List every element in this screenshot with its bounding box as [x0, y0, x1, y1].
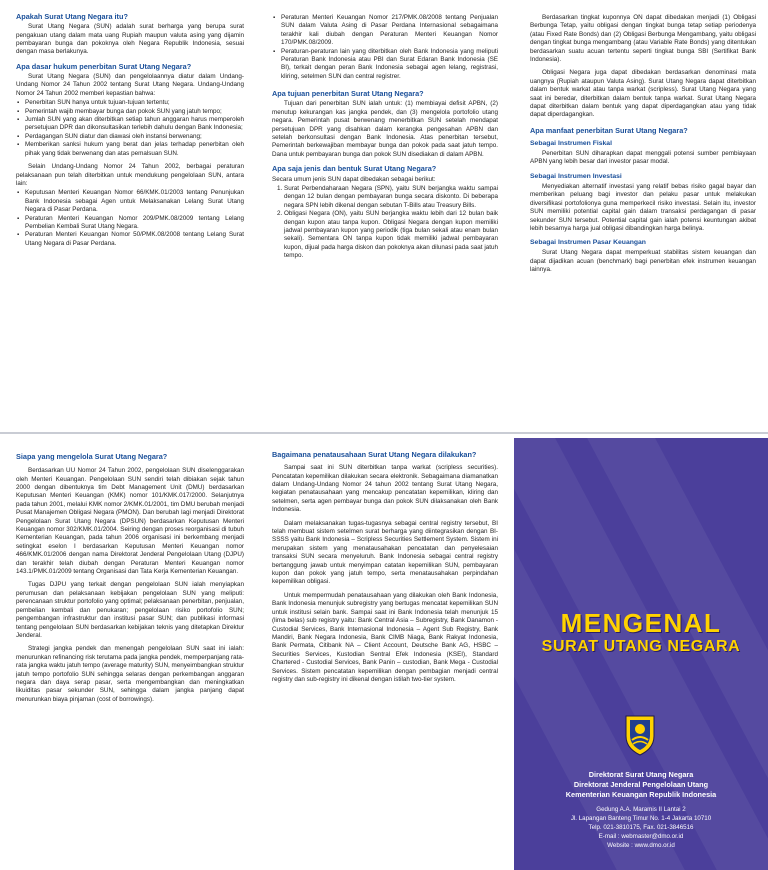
- paragraph: Tujuan dari penerbitan SUN ialah untuk: (1) membiayai defisit APBN, (2) menutup kekurangan kas jangka pendek, dan (3) mengelola portofolio utang negara. Pemerintah pusat berwenang menerbitkan SUN setelah mendapat persetujuan DPR yang disahkan dalam kerangka pengesahan APBN dan setelah berkonsultasi dengan Bank Indonesia. Atas penerbitan tersebut, Pemerintah berkewajiban membayar bunga dan pokok pada saat jatuh tempo. Dana untuk pembayaran bunga dan pokok SUN disediakan di dalam APBN.: [272, 100, 498, 158]
- subheading: Sebagai Instrumen Pasar Keuangan: [530, 239, 646, 247]
- paragraph: Obligasi Negara juga dapat dibedakan berdasarkan denominasi mata uangnya (Rupiah ataupun Valuta Asing). Surat Utang Negara dapat diterbitkan dalam bentuk warkat atau tanpa warkat (scripless). Surat Utang Negara yang saat ini beredar, diterbitkan dalam bentuk tanpa warkat. Surat Utang Negara dapat diterbitkan dalam bentuk yang dapat diperdagangkan atau yang tidak dapat diperdagangkan.: [530, 69, 756, 119]
- paragraph: Untuk mempermudah penatausahaan yang dilakukan oleh Bank Indonesia, Bank Indonesia menunjuk subregistry yang bertugas mencatat kepemilikan SUN untuk institusi selain bank. Sampai saat ini Bank Indonesia telah menunjuk 15 (lima belas) sub registry yaitu: Bank Central Asia – Subregistry, Bank Danamon - Custodial Services, Bank Internasional Indonesia – Agent Sub Registry, Bank Mandiri, Bank Negara Indonesia, Bank CIMB Niaga, Bank Rakyat Indonesia, Bank Permata, Citibank NA – Client Account, Deutsche Bank AG, HSBC – Securities Services, Kustodian Sentral Efek Indonesia (KSEI), Standard Chartered - Custodial Services, Bank Panin – custodian, Bank Mega - Custodial Services. Sistem pencatatan kepemilikan dengan pembagian menjadi central registry dan sub-registry ini dikenal dengan istilah two-tier system.: [272, 591, 498, 683]
- list-item: 2. Obligasi Negara (ON), yaitu SUN berjangka waktu lebih dari 12 bulan baik dengan kupon atau tanpa kupon. Obligasi Negara dengan kupon memiliki jadwal pembayaran kupon yang periodik (tiga bulan sekali atau enam bulan sekali). Sementara ON tanpa kupon tidak memiliki jadwal pembayaran kupon, dijual pada harga diskon dan pokoknya akan dilunasi pada saat jatuh tempo.: [284, 210, 498, 260]
- question-heading: Apa saja jenis dan bentuk Surat Utang Negara?: [272, 164, 437, 174]
- list-item: ▪ Penerbitan SUN hanya untuk tujuan-tujuan tertentu;: [25, 99, 244, 107]
- bullet-list: [16, 99, 244, 158]
- paragraph: Berdasarkan tingkat kuponnya ON dapat dibedakan menjadi (1) Obligasi Berbunga Tetap, yaitu obligasi dengan tingkat bunga tetap setiap periodenya (atau Fixed Rate Bonds) dan (2) Obligasi Berbunga Mengambang, yaitu obligasi dengan tingkat bunga mengambang (atau Variable Rate Bonds) yang ditentukan berdasarkan suatu acuan tertentu seperti tingkat bunga SBI (Sertifikat Bank Indonesia).: [530, 14, 756, 64]
- address-line: Jl. Lapangan Banteng Timur No. 1-4 Jakarta 10710: [570, 815, 712, 822]
- cover-title: MENGENAL: [560, 608, 722, 638]
- panel-bottom-left: [16, 452, 244, 864]
- cover-panel: [514, 438, 768, 870]
- paragraph: Secara umum jenis SUN dapat dibedakan sebagai berikut:: [272, 175, 436, 183]
- ministry-emblem-icon: [622, 714, 658, 756]
- question-heading: Apa manfaat penerbitan Surat Utang Negara?: [530, 125, 688, 135]
- list-item: ▪ Pemerintah wajib membayar bunga dan pokok SUN yang jatuh tempo;: [25, 108, 244, 116]
- subheading: Sebagai Instrumen Fiskal: [530, 140, 612, 148]
- list-item: ▪ Peraturan-peraturan lain yang diterbitkan oleh Bank Indonesia yang meliputi Peraturan Bank Indonesia atau PBI dan Surat Edaran Bank Indonesia (SE BI), terkait dengan peran Bank Indonesia sebagai agen lelang, registrasi, kliring, setelmen SUN dan central registrer.: [281, 48, 498, 82]
- list-item: ▪ Perdagangan SUN diatur dan diawasi oleh instansi berwenang;: [25, 133, 244, 141]
- address-line: Gedung A.A. Maramis II Lantai 2: [596, 806, 686, 813]
- list-item: 1. Surat Perbendaharaan Negara (SPN), yaitu SUN berjangka waktu sampai dengan 12 bulan dengan pembayaran bunga secara diskonto. Di beberapa negara SPN lebih dikenal dengan sebutan T-Bills atau Treasury Bills.: [284, 185, 498, 210]
- question-heading: Apa dasar hukum penerbitan Surat Utang Negara?: [16, 61, 192, 71]
- fold-line: [0, 432, 768, 434]
- organization-name: Kementerian Keuangan Republik Indonesia: [565, 790, 717, 799]
- paragraph: Menyediakan alternatif investasi yang relatif bebas risiko gagal bayar dan memberikan peluang bagi investor dan pelaku pasar untuk melakukan diversifikasi portofolionya guna memperkecil risiko investasi. Selain itu, investor SUN memiliki potential capital gain dalam transaksi perdagangan di pasar sekunder SUN tersebut. Potential capital gain ialah potensi keuntungan akibat lebih besarnya harga jual obligasi dibandingkan harga belinya.: [530, 182, 756, 232]
- paragraph: Dalam melaksanakan tugas-tugasnya sebagai central registry tersebut, BI telah membuat sistem setelmen surat berharga yang diintegrasikan dengan BI-SSSS yaitu Bank Indonesia – Scripless Securities Settlement System. Sistem ini merupakan sistem yang menatausahakan pencatatan dan penyelesaian transaksi SUN secara menyeluruh. Bank Indonesia sebagai central registry bertanggung jawab untuk menyimpan catatan kepemilikan SUN, pembayaran kupon dan pokok yang jatuh tempo, serta menatausahakan perpindahan kepemilikan obligasi.: [272, 519, 498, 586]
- paragraph: Surat Utang Negara (SUN) dan pengelolaannya diatur dalam Undang-Undang Nomor 24 Tahun 2002 tentang Surat Utang Negara. Undang-Undang Nomor 24 Tahun 2002 memberi kepastian bahwa:: [16, 73, 244, 97]
- organization-name: Direktorat Surat Utang Negara: [588, 770, 694, 779]
- website: Website : www.dmo.or.id: [607, 842, 675, 849]
- question-heading: Apakah Surat Utang Negara itu?: [16, 12, 128, 21]
- type-list: [272, 185, 498, 261]
- paragraph: Berdasarkan UU Nomor 24 Tahun 2002, pengelolaan SUN diselenggarakan oleh Menteri Keuangan. Pengelolaan SUN sendiri telah dibiakan sejak tahun 2000 dengan dibentuknya tim Debt Management Unit (DMU) berdasarkan Keputusan Menteri Keuangan (KMK) nomor 101/KMK.017/2000. Selanjutnya pada tahun 2001, melalui KMK nomor 2/KMK.01/2001, tim DMU berubah menjadi Pusat Manajemen Obligasi Negara (PMON). Dan berubah lagi menjadi Direktorat Pengelolaan Surat Utang Negara (DPSUN) berdasarkan Keputusan Menteri Keuangan nomor 302/KMK.01/2004. Seiring dengan proses reorganisasi di tubuh Kementerian Keuangan, pada tahun 2006 organisasi ini berkembang menjadi setingkat eselon I berdasarkan Keputusan Menteri Keuangan nomor 466/KMK.01/2006 dengan nama Direktorat Jenderal Pengelolaan Utang (DJPU) dan terakhir telah diubah dengan Peraturan Menteri Keuangan nomor 143.1/PMK.01/2009 tentang Organisasi dan Tata Kerja Kementerian Keuangan.: [16, 467, 244, 576]
- list-item: ▪ Jumlah SUN yang akan diterbitkan setiap tahun anggaran harus memperoleh persetujuan DPR dan dikonsultasikan terlebih dahulu dengan Bank Indonesia;: [25, 116, 244, 133]
- paragraph: Selain Undang-Undang Nomor 24 Tahun 2002, berbagai peraturan pelaksanaan pun telah diterbitkan untuk mendukung pengelolaan SUN, antara lain:: [16, 163, 244, 187]
- panel-top-right: [530, 14, 756, 424]
- paragraph: Strategi jangka pendek dan menengah pengelolaan SUN saat ini ialah: menurunkan refinancing risk terutama pada jangka pendek, memperpanjang rata-rata jangka waktu jatuh tempo (average maturity) SUN, menyeimbangkan struktur jatuh tempo portofolio SUN sehingga selaras dengan perkembangan anggaran negara dan daya serap pasar, serta mengembangkan dan meningkatkan likuiditas pasar sekunder SUN, sehingga dalam jangka panjang dapat menurunkan biaya pinjaman (cost of borrowings).: [16, 645, 244, 703]
- regulation-list: [16, 189, 244, 248]
- list-item: ▪ Peraturan Menteri Keuangan Nomor 217/PMK.08/2008 tentang Penjualan SUN dalam Valuta Asing di Pasar Perdana Internasional sebagaimana terakhir kali diubah dengan Peraturan Menteri Keuangan Nomor 170/PMK.08/2009.: [281, 14, 498, 48]
- question-heading: Siapa yang mengelola Surat Utang Negara?: [16, 452, 168, 461]
- list-item: ▪ Keputusan Menteri Keuangan Nomor 66/KMK.01/2003 tentang Penunjukan Bank Indonesia sebagai Agen untuk Melaksanakan Lelang Surat Utang Negara di Pasar Perdana.: [25, 189, 244, 214]
- panel-top-left: [16, 12, 244, 422]
- panel-top-middle: [272, 14, 498, 424]
- panel-bottom-middle: [272, 450, 498, 864]
- question-heading: Apa tujuan penerbitan Surat Utang Negara?: [272, 89, 424, 99]
- paragraph: Surat Utang Negara (SUN) adalah surat berharga yang berupa surat pengakuan utang dalam mata uang Rupiah maupun valuta asing yang dijamin pembayaran bunga dan pokoknya oleh Negara Republik Indonesia, sesuai dengan masa berlakunya.: [16, 23, 244, 56]
- regulation-list: [272, 14, 498, 81]
- subheading: Sebagai Instrumen Investasi: [530, 172, 622, 180]
- organization-name: Direktorat Jenderal Pengelolaan Utang: [573, 780, 709, 789]
- question-heading: Bagaimana penatausahaan Surat Utang Negara dilakukan?: [272, 450, 477, 459]
- cover-subtitle: SURAT UTANG NEGARA: [541, 638, 741, 655]
- list-item: ▪ Memberikan sanksi hukum yang berat dan jelas terhadap penerbitan oleh pihak yang tidak berwenang dan atas pemalsuan SUN.: [25, 141, 244, 158]
- paragraph: Surat Utang Negara dapat memperkuat stabilitas sistem keuangan dan dapat dijadikan acuan (benchmark) bagi penerbitan efek instrumen keuangan lainnya.: [530, 249, 756, 274]
- list-item: ▪ Peraturan Menteri Keuangan Nomor 50/PMK.08/2008 tentang Lelang Surat Utang Negara di Pasar Perdana.: [25, 231, 244, 248]
- paragraph: Sampai saat ini SUN diterbitkan tanpa warkat (scripless securities). Pencatatan kepemilikan dilakukan secara elektronik. Sebagaimana diamanatkan dalam Undang-Undang Nomor 24 tahun 2002 tentang Surat Utang Negara, kegiatan penatausahaan yang mencakup pencatatan kepemilikan, kliring dan setelmen, serta agen pembayar bunga dan pokok SUN dilaksanakan oleh Bank Indonesia.: [272, 464, 498, 514]
- paragraph: Tugas DJPU yang terkait dengan pengelolaan SUN ialah menyiapkan perumusan dan pelaksanaan kebijakan pengelolaan SUN yang meliputi: perencanaan struktur portofolio yang optimal; pelaksanaan penerbitan, penjualan, pembelian kembali dan penukaran; pengelolaan risiko portofolio SUN; pengembangan infrastruktur dan institusi pasar SUN; dan publikasi informasi tentang pengelolaan SUN berdasarkan kebijakan teknis yang ditetapkan Direktur Jenderal.: [16, 581, 244, 639]
- list-item: ▪ Peraturan Menteri Keuangan Nomor 209/PMK.08/2009 tentang Lelang Pembelian Kembali Surat Utang Negara.: [25, 215, 244, 232]
- email: E-mail : webmaster@dmo.or.id: [598, 833, 684, 840]
- paragraph: Penerbitan SUN diharapkan dapat menggali potensi sumber pembiayaan APBN yang lebih besar dari investor pasar modal.: [530, 150, 756, 166]
- phone-fax: Telp. 021-3810175, Fax. 021-3846516: [588, 824, 694, 831]
